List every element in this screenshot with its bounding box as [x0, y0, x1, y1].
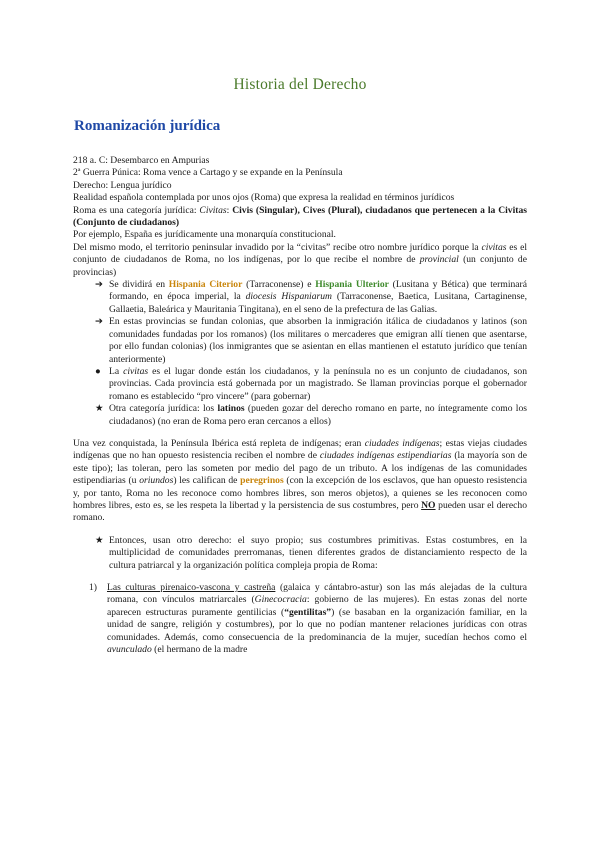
- term-hispania-citerior: Hispania Citerior: [168, 279, 243, 291]
- text-span: (un conjunto de provincias): [73, 254, 527, 278]
- term-peregrinos: peregrinos: [240, 475, 284, 487]
- term-hispania-ulterior: Hispania Ulterior: [315, 279, 389, 291]
- civitas-paragraph: [73, 205, 527, 230]
- text-span: : gobierno de las mujeres). En estas zonas del norte aparecen estructuras puramente gentilicias (: [107, 594, 527, 618]
- term-ciudades-indigenas: ciudades indígenas: [364, 437, 440, 449]
- bullet-list: [95, 279, 527, 428]
- text-span: (galaica y cántabro-astur) son las más alejadas de la cultura romana, con vínculos matriarcales (: [107, 582, 527, 606]
- text-span: En estas provincias se fundan colonias, que absorben la inmigración itálica de ciudadanos y latinos (son comunidades fundadas por los romanos) (los militares o mercaderes que emigran allí tienen que asentarse, por ello fundan colonias) (los inmigrantes que se asientan en ellas mantienen el estatuto jurídico que tenían anteriormente): [109, 316, 527, 365]
- text-line: Por ejemplo, España es jurídicamente una monarquía constitucional.: [73, 229, 336, 241]
- term-civitas: civitas: [123, 365, 149, 377]
- arrow-icon: ➔: [95, 316, 104, 328]
- bold-definition: Civis (Singular), Cives (Plural), ciudadanos que pertenecen a la Civitas (Conjunto de ciudadanos): [73, 204, 527, 229]
- text-span: es el lugar donde están los ciudadanos, y la península no es un conjunto de ciudadanos, son provincias. Cada provincia está gobernada por un magistrado. Se llaman provincias porque el gobernador romano es establecido “pro vincere” (para gobernar): [109, 365, 527, 402]
- term-civitas: Civitas: [199, 204, 227, 216]
- text-line: 2ª Guerra Púnica: Roma vence a Cartago y se expande en la Península: [73, 167, 343, 179]
- document-title: Historia del Derecho: [233, 76, 367, 93]
- term-oriundos: oriundos: [139, 475, 174, 487]
- text-span: (con la excepción de los esclavos, que han opuesto resistencia y, por tanto, Roma no les reconoce como hombres libres, son meros objetos), a quienes se les reconocen como hombres libres, esto es, se les respeta la libertad y la persistencia de sus costumbres, pero: [73, 475, 528, 511]
- text-span: ) les califican de: [173, 475, 241, 487]
- text-span: (pueden gozar del derecho romano en parte, no íntegramente como los ciudadanos) (no eran de Roma pero eran cercanos a ellos): [109, 403, 527, 427]
- text-span: ) (se basaban en la organización familiar, en la unidad de sangre, religión y costumbres), por lo que no podían mantener relaciones jurídicas con otras comunidades. Además, como consecuencia de la predominancia de la mujer, sucedían hechos como el: [107, 606, 527, 643]
- text-line: Derecho: Lengua jurídico: [73, 179, 172, 191]
- text-span: pueden usar el derecho romano.: [73, 499, 527, 524]
- bullet-dot-icon: ●: [95, 365, 101, 377]
- text-span: (Tarraconense, Baetica, Lusitana, Cartaginense, Gallaetia, Baleárica y Mauritania Tingitana), en el seno de la prefectura de las Galias.: [109, 291, 527, 315]
- list-item: [95, 403, 527, 428]
- provincial-paragraph: [73, 242, 527, 279]
- term-avunculado: avunculado: [107, 644, 152, 656]
- text-span: (Tarraconense) e: [242, 279, 316, 291]
- text-span: Una vez conquistada, la Península Ibérica está repleta de indígenas; eran: [73, 437, 365, 449]
- text-span: Se dividirá en: [109, 279, 169, 291]
- term-provincial: provincial: [419, 254, 459, 266]
- text-span: :: [226, 204, 233, 216]
- term-estipendiarias: ciudades indígenas estipendiarias: [319, 450, 452, 462]
- emphasis-no: NO: [421, 499, 436, 511]
- document-body: [73, 155, 527, 656]
- conquest-paragraph: [73, 438, 527, 525]
- star-icon: ★: [95, 403, 104, 415]
- text-span: Entonces, usan otro derecho: el suyo propio; sus costumbres primitivas. Estas costumbres, en la multiplicidad de comunidades prerromanas, tienen diferentes grados de distanciamiento respecto de la cultura patriarcal y la organización política compleja propia de Roma:: [109, 534, 527, 571]
- text-span: (la mayoría son de este tipo); las toleran, pero las someten por medio del pago de un tributo. A los indígenas de las comunidades estipendiarias (u: [73, 450, 527, 487]
- list-item: [95, 535, 527, 572]
- term-ginecocracia: Ginecocracia: [254, 594, 307, 606]
- text-span: ; estas viejas ciudades indígenas que no han opuesto resistencia reciben el nombre de: [73, 437, 527, 462]
- term-civitas: civitas: [481, 241, 507, 253]
- term-latinos: latinos: [217, 403, 245, 415]
- text-line: 218 a. C: Desembarco en Ampurias: [73, 155, 210, 166]
- arrow-icon: ➔: [95, 279, 104, 291]
- text-line: Realidad española contemplada por unos ojos (Roma) que expresa la realidad en términos jurídicos: [73, 192, 455, 204]
- term-gentilitas: “gentilitas”: [284, 606, 332, 618]
- list-item: [95, 366, 527, 403]
- text-span: Otra categoría jurídica: los: [109, 403, 218, 415]
- numbered-item: [73, 582, 527, 656]
- text-span: (Lusitana y Bética) que terminará formando, en época imperial, la: [109, 279, 528, 303]
- list-item: [95, 279, 527, 316]
- star-icon: ★: [95, 534, 104, 546]
- section-heading: Romanización jurídica: [74, 118, 221, 134]
- text-span: (el hermano de la madre: [151, 644, 248, 656]
- text-span: Roma es una categoría jurídica:: [73, 204, 200, 216]
- item-number: 1): [89, 582, 97, 593]
- term-diocesis: diocesis Hispaniarum: [245, 291, 332, 303]
- list-item: [95, 316, 527, 366]
- text-span: Del mismo modo, el territorio peninsular invadido por la “civitas” recibe otro nombre jurídico porque la: [73, 241, 482, 253]
- term-culturas: Las culturas pirenaico-vascona y castreña: [107, 582, 276, 593]
- text-span: es el conjunto de ciudadanos de Roma, no los indígenas, por lo que recibe el nombre de: [73, 241, 527, 266]
- text-span: La: [109, 365, 124, 377]
- star-list: [95, 535, 527, 572]
